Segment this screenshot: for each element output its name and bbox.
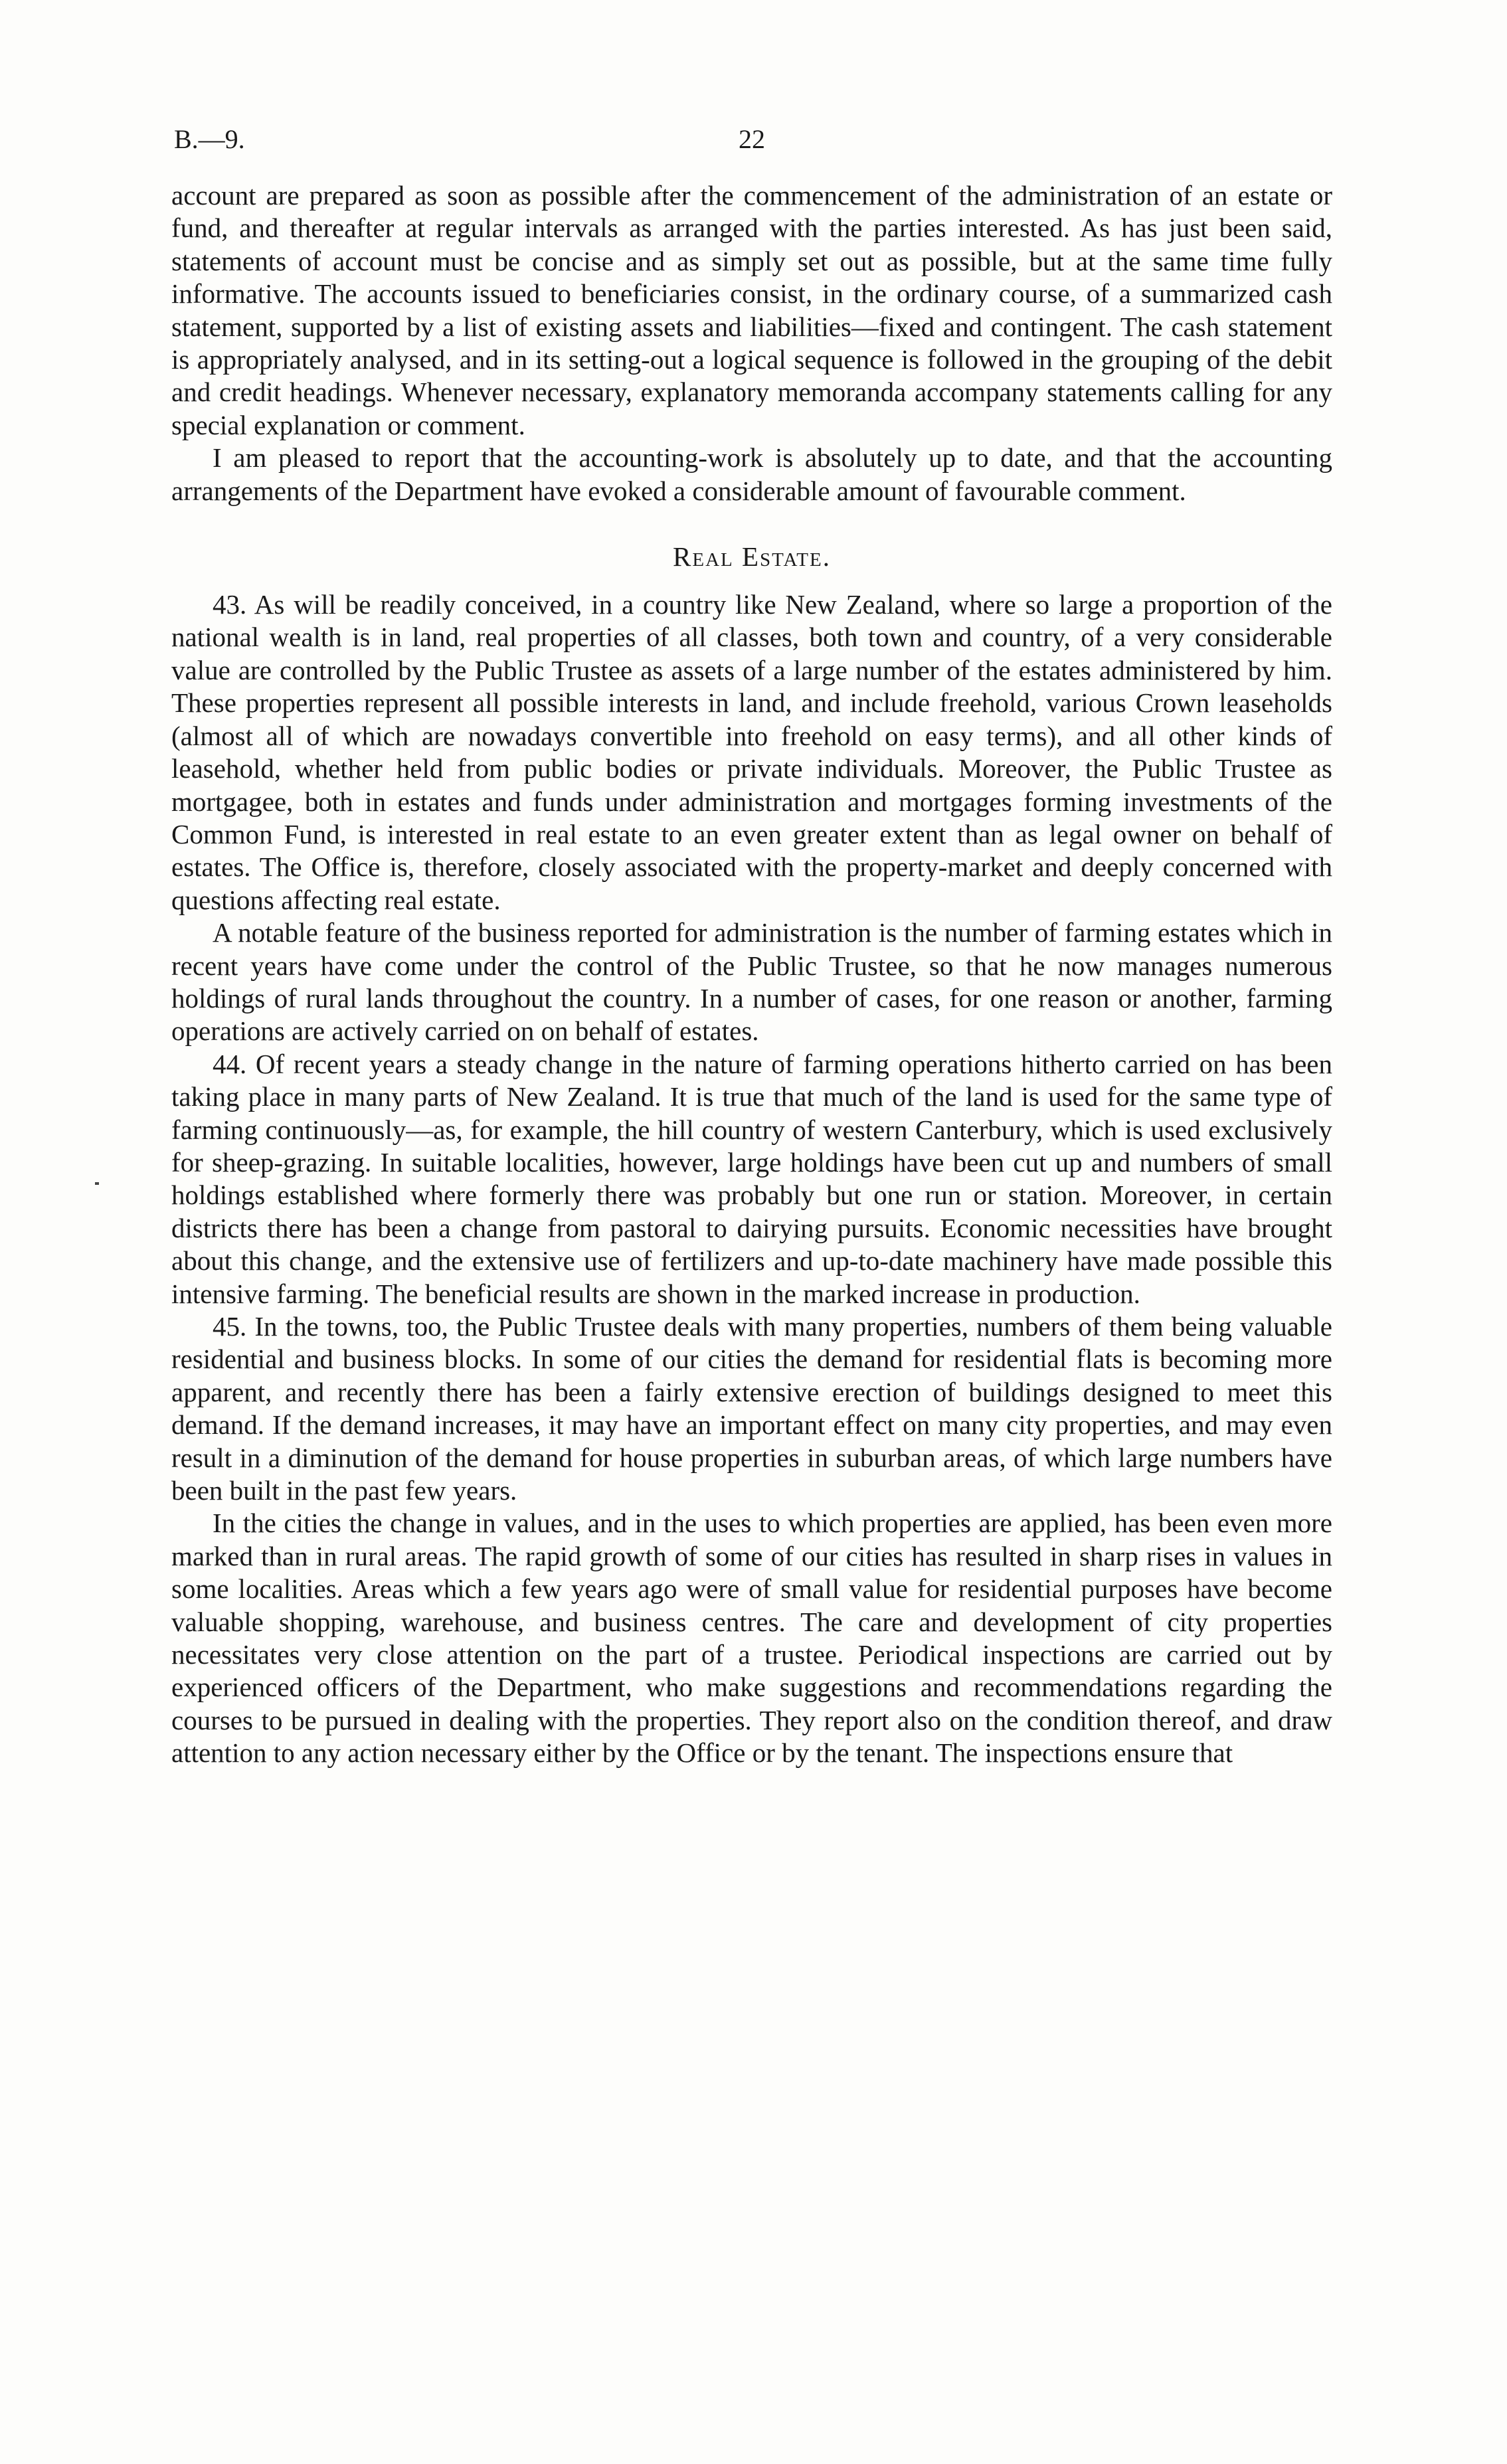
paragraph-43: 43. As will be readily conceived, in a country like New Zealand, where so large a proportion of the national wealth is in land, real properties of all classes, both town and country, of a very considerable value are controlled by the Public Trustee as assets of a large number of the estates administered by him. These properties represent all possible interests in land, and include freehold, various Crown leaseholds (almost all of which are nowadays convertible into freehold on easy terms), and all other kinds of leasehold, whether held from public bodies or private individuals. Moreover, the Public Trustee as mortgagee, both in estates and funds under administration and mortgages forming investments of the Common Fund, is interested in real estate to an even greater extent than as legal owner on behalf of estates. The Office is, therefore, closely associated with the property-market and deeply concerned with questions affecting real estate. bbox=[171, 589, 1332, 915]
document-reference: B.—9. bbox=[174, 124, 245, 154]
page-number: 22 bbox=[739, 124, 765, 154]
paragraph-44: 44. Of recent years a steady change in the nature of farming operations hitherto carried on has been taking place in many parts of New Zealand. It is true that much of the land is used for the same type of farming continuously—as, for example, the hill country of western Canterbury, which is used exclusively for sheep-grazing. In suitable localities, however, large holdings have been cut up and numbers of small holdings established where formerly there was probably but one run or station. Moreover, in certain districts there has been a change from pastoral to dairying pursuits. Economic necessities have brought about this change, and the extensive use of fertilizers and up-to-date machinery have made possible this intensive farming. The beneficial results are shown in the marked increase in production. bbox=[171, 1048, 1332, 1309]
margin-mark bbox=[95, 1182, 99, 1185]
paragraph-farming-estates: A notable feature of the business reported for administration is the number of farming estates which in recent years have come under the control of the Public Trustee, so that he now manages numerous holdings of rural lands throughout the country. In a number of cases, for one reason or another, farming operations are actively carried on on behalf of estates. bbox=[171, 917, 1332, 1047]
page-header bbox=[174, 120, 1330, 159]
paragraph-45: 45. In the towns, too, the Public Trustee deals with many properties, numbers of them being valuable residential and business blocks. In some of our cities the demand for residential flats is becoming more apparent, and recently there has been a fairly extensive erection of buildings designed to meet this demand. If the demand increases, it may have an important effect on many city properties, and may even result in a diminution of the demand for house properties in suburban areas, of which large numbers have been built in the past few years. bbox=[171, 1311, 1332, 1506]
body-text bbox=[171, 179, 1332, 1770]
section-heading-real-estate: Real Estate. bbox=[673, 541, 831, 572]
paragraph-accounts-continued: account are prepared as soon as possible after the commencement of the administration of an estate or fund, and thereafter at regular intervals as arranged with the parties interested. As has just been said, statements of account must be concise and as simply set out as possible, but at the same time fully informative. The accounts issued to beneficiaries consist, in the ordinary course, of a summarized cash statement, supported by a list of existing assets and liabilities—fixed and contingent. The cash statement is appropriately analysed, and in its setting-out a logical sequence is followed in the grouping of the debit and credit headings. Whenever necessary, explanatory memoranda accompany statements calling for any special explanation or comment. bbox=[171, 180, 1332, 440]
paragraph-accounting-up-to-date: I am pleased to report that the accounting-work is absolutely up to date, and that the accounting arrangements of the Department have evoked a considerable amount of favourable comment. bbox=[171, 442, 1332, 506]
paragraph-city-values: In the cities the change in values, and in the uses to which properties are applied, has been even more marked than in rural areas. The rapid growth of some of our cities has resulted in sharp rises in values in some localities. Areas which a few years ago were of small value for residential purposes have become valuable shopping, warehouse, and business centres. The care and development of city properties necessitates very close attention on the part of a trustee. Periodical inspections are carried out by experienced officers of the Department, who make suggestions and recommendations regarding the courses to be pursued in dealing with the properties. They report also on the condition thereof, and draw attention to any action necessary either by the Office or by the tenant. The inspections ensure that bbox=[171, 1508, 1332, 1769]
